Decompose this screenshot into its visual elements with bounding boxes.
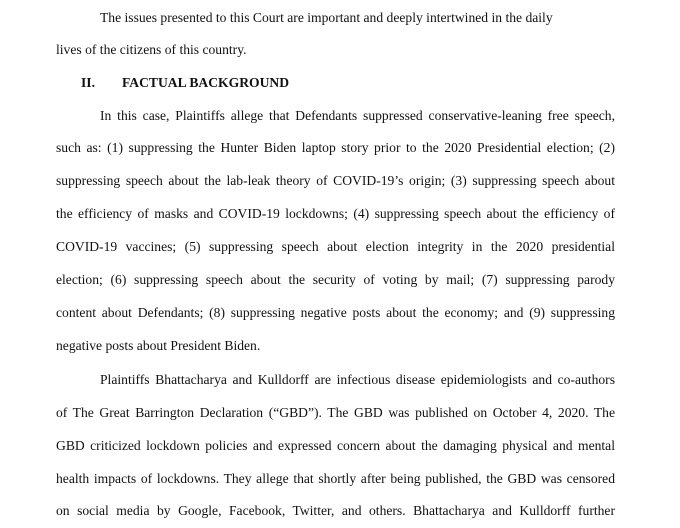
section-number: II.	[81, 75, 95, 90]
intro-line-2: lives of the citizens of this country.	[56, 42, 247, 57]
paragraph-1-line-2: such as: (1) suppressing the Hunter Biden laptop story prior to the 2020 Presidential election; (2)	[56, 140, 615, 155]
intro-line-1: The issues presented to this Court are important and deeply intertwined in the daily	[100, 10, 553, 25]
paragraph-1-line-4: the efficiency of masks and COVID-19 lockdowns; (4) suppressing speech about the efficiency of	[56, 206, 615, 221]
paragraph-2-line-3: GBD criticized lockdown policies and expressed concern about the damaging physical and mental	[56, 438, 615, 453]
paragraph-2-line-2: of The Great Barrington Declaration (“GBD”). The GBD was published on October 4, 2020. The	[56, 405, 615, 420]
paragraph-2-line-4: health impacts of lockdowns. They allege that shortly after being published, the GBD was censored	[56, 471, 615, 486]
section-title: FACTUAL BACKGROUND	[122, 75, 290, 90]
paragraph-2-line-1: Plaintiffs Bhattacharya and Kulldorff are infectious disease epidemiologists and co-authors	[100, 372, 615, 387]
paragraph-1-line-7: content about Defendants; (8) suppressing negative posts about the economy; and (9) suppressing	[56, 305, 615, 320]
paragraph-1-line-1: In this case, Plaintiffs allege that Defendants suppressed conservative-leaning free speech,	[100, 108, 615, 123]
paragraph-1-line-6: election; (6) suppressing speech about the security of voting by mail; (7) suppressing parody	[56, 272, 615, 287]
paragraph-2-line-5: on social media by Google, Facebook, Twitter, and others. Bhattacharya and Kulldorff further	[56, 503, 615, 518]
paragraph-1-line-5: COVID-19 vaccines; (5) suppressing speech about election integrity in the 2020 presidential	[56, 239, 615, 254]
paragraph-1-line-3: suppressing speech about the lab-leak theory of COVID-19’s origin; (3) suppressing speech about	[56, 173, 615, 188]
section-heading	[81, 75, 289, 91]
paragraph-1-line-8: negative posts about President Biden.	[56, 338, 261, 353]
